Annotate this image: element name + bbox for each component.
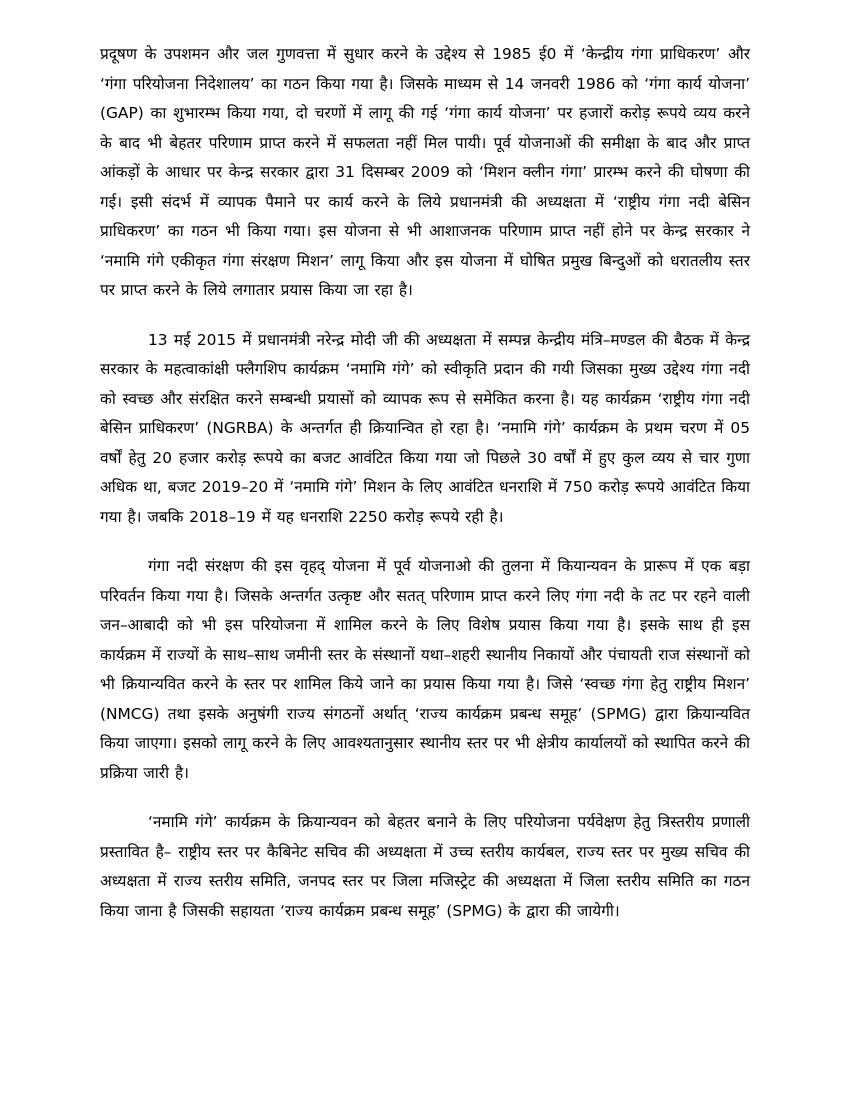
- paragraph-ganga-history: प्रदूषण के उपशमन और जल गुणवत्ता में सुधार करने के उद्देश्य से 1985 ई0 में ‘केन्द्रीय गंगा प्राधिकरण’ और ‘गंगा परियोजना निदेशालय’ का गठन किया गया है। जिसके माध्यम से 14 जनवरी 1986 को ‘गंगा कार्य योजना’ (GAP) का शुभारम्भ किया गया, दो चरणों में लागू की गई ‘गंगा कार्य योजना’ पर हजारों करोड़ रूपये व्यय करने के बाद भी बेहतर परिणाम प्राप्त करने में सफलता नहीं मिल पायी। पूर्व योजनाओं की समीक्षा के बाद और प्राप्त आंकड़ों के आधार पर केन्द्र सरकार द्वारा 31 दिसम्बर 2009 को ‘मिशन क्लीन गंगा’ प्रारम्भ करने की घोषणा की गई। इसी संदर्भ में व्यापक पैमाने पर कार्य करने के लिये प्रधानमंत्री की अध्यक्षता में ‘राष्ट्रीय गंगा नदी बेसिन प्राधिकरण’ का गठन भी किया गया। इस योजना से भी आशाजनक परिणाम प्राप्त नहीं होने पर केन्द्र सरकार ने ‘नमामि गंगे एकीकृत गंगा संरक्षण मिशन’ लागू किया और इस योजना में घोषित प्रमुख बिन्दुओं को धरातलीय स्तर पर प्राप्त करने के लिये लगातार प्रयास किया जा रहा है।: [100, 45, 750, 299]
- paragraph-namami-gange-approval: 13 मई 2015 में प्रधानमंत्री नरेन्द्र मोदी जी की अध्यक्षता में सम्पन्न केन्द्रीय मंत्रि–मण्डल की बैठक में केन्द्र सरकार के महत्वाकांक्षी फ्लैगशिप कार्यक्रम ‘नमामि गंगे’ को स्वीकृति प्रदान की गयी जिसका मुख्य उद्देश्य गंगा नदी को स्वच्छ और संरक्षित करने सम्बन्धी प्रयासों को व्यापक रूप से समेकित करना है। यह कार्यक्रम ‘राष्ट्रीय गंगा नदी बेसिन प्राधिकरण’ (NGRBA) के अन्तर्गत ही क्रियान्वित हो रहा है। ‘नमामि गंगे’ कार्यक्रम के प्रथम चरण में 05 वर्षों हेतु 20 हजार करोड़ रूपये का बजट आवंटित किया गया जो पिछले 30 वर्षों में हुए कुल व्यय से चार गुणा अधिक था, बजट 2019–20 में ‘नमामि गंगे’ मिशन के लिए आवंटित धनराशि में 750 करोड़ रूपये आवंटित किया गया है। जबकि 2018–19 में यह धनराशि 2250 करोड़ रूपये रही है।: [100, 330, 750, 526]
- paragraph-supervision-system: ‘नमामि गंगे’ कार्यक्रम के क्रियान्यवन को बेहतर बनाने के लिए परियोजना पर्यवेक्षण हेतु त्रिस्तरीय प्रणाली प्रस्तावित है– राष्ट्रीय स्तर पर कैबिनेट सचिव की अध्यक्षता में उच्च स्तरीय कार्यबल, राज्य स्तर पर मुख्य सचिव की अध्यक्षता में राज्य स्तरीय समिति, जनपद स्तर पर जिला मजिस्ट्रेट की अध्यक्षता में जिला स्तरीय समिति का गठन किया जाना है जिसकी सहायता ‘राज्य कार्यक्रम प्रबन्ध समूह’ (SPMG) के द्वारा की जायेगी।: [100, 813, 750, 920]
- paragraph-implementation-change: गंगा नदी संरक्षण की इस वृहद् योजना में पूर्व योजनाओ की तुलना में कियान्यवन के प्रारूप में एक बड़ा परिवर्तन किया गया है। जिसके अन्तर्गत उत्कृष्ट और सतत् परिणाम प्राप्त करने लिए गंगा नदी के तट पर रहने वाली जन–आबादी को भी इस परियोजना में शामिल करने के लिए विशेष प्रयास किया गया है। इसके साथ ही इस कार्यक्रम में राज्यों के साथ–साथ जमीनी स्तर के संस्थानों यथा–शहरी स्थानीय निकायों और पंचायती राज संस्थानों को भी क्रियान्यवित करने के स्तर पर शामिल किये जाने का प्रयास किया गया है। जिसे ‘स्वच्छ गंगा हेतु राष्ट्रीय मिशन’ (NMCG) तथा इसके अनुषंगी राज्य संगठनों अर्थात् ‘राज्य कार्यक्रम प्रबन्ध समूह’ (SPMG) द्वारा क्रियान्यवित किया जाएगा। इसको लागू करने के लिए आवश्यतानुसार स्थानीय स्तर पर भी क्षेत्रीय कार्यालयों को स्थापित करने की प्रक्रिया जारी है।: [100, 557, 750, 782]
